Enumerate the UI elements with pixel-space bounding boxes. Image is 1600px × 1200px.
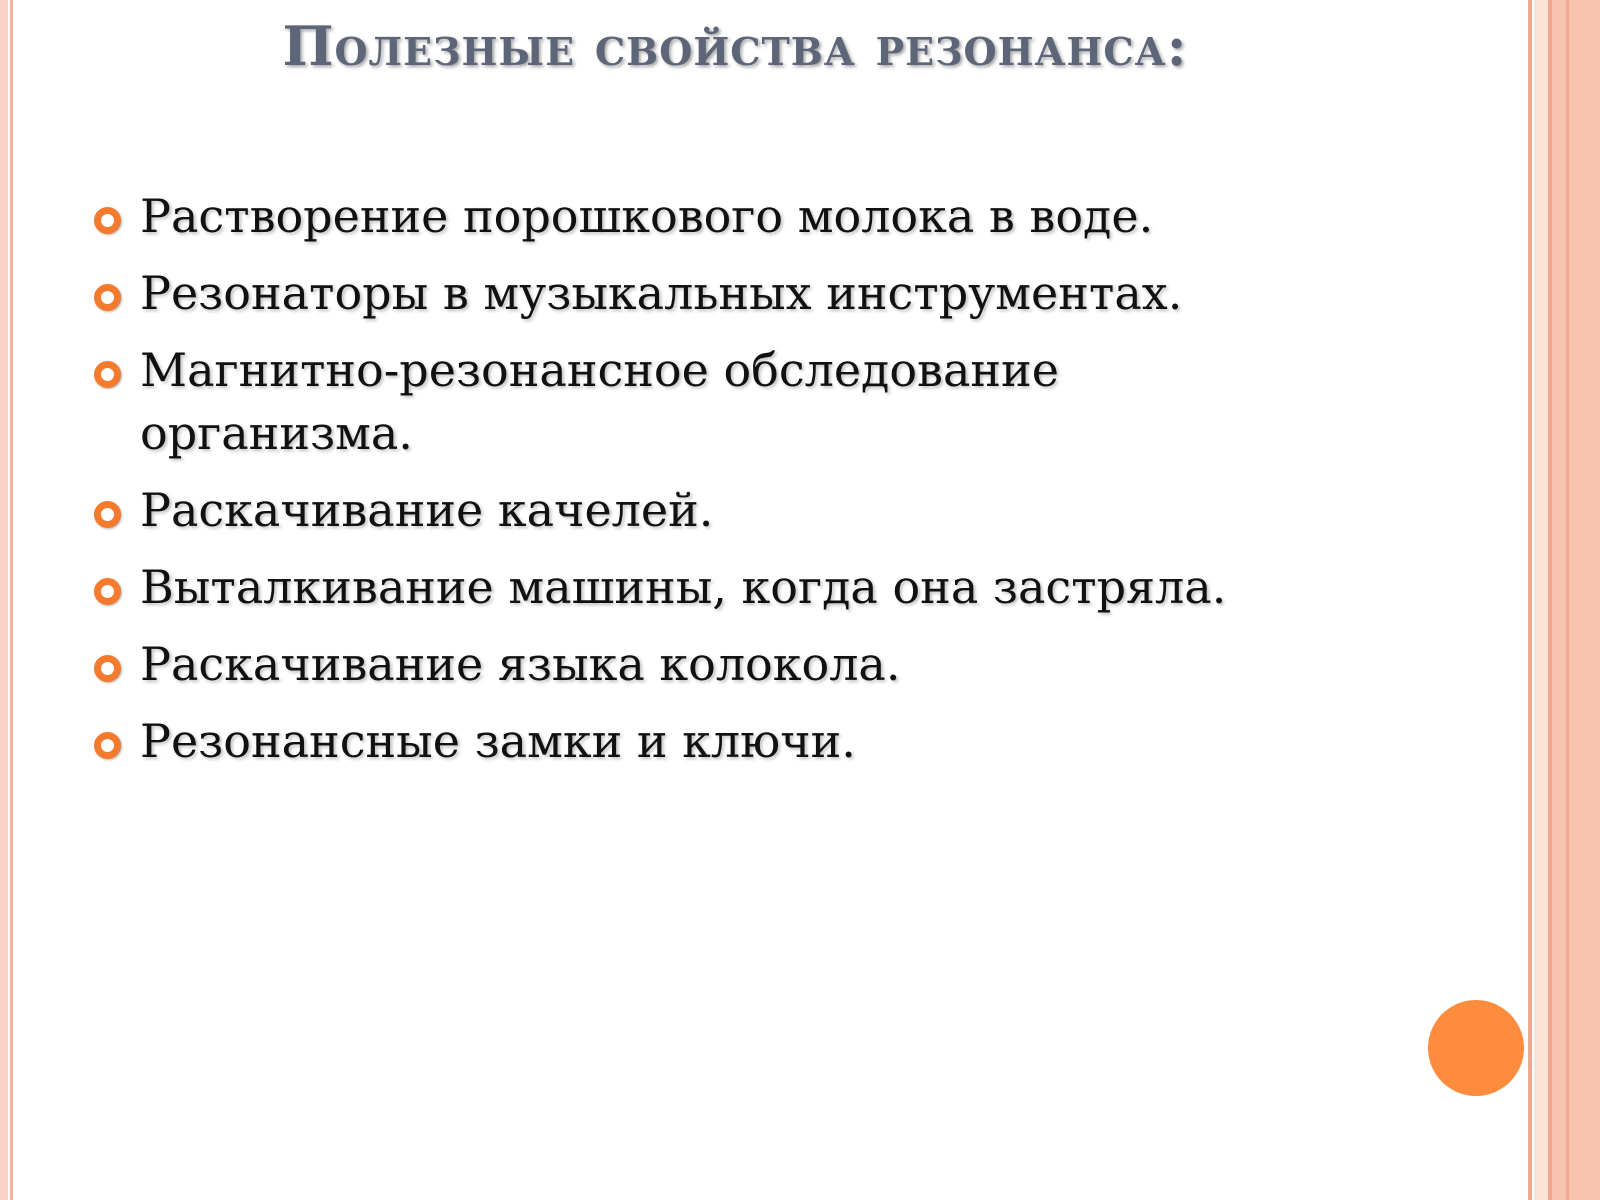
decorative-circle — [1428, 1000, 1524, 1096]
ring-bullet-icon — [94, 501, 121, 528]
right-border-band — [1534, 0, 1548, 1200]
right-border-band — [1552, 0, 1600, 1200]
bullet-item — [92, 710, 1472, 773]
bullet-item — [92, 556, 1472, 619]
bullet-item — [92, 633, 1472, 696]
ring-bullet-icon — [94, 207, 121, 234]
bullet-text: Выталкивание машины, когда она застряла. — [140, 560, 1227, 614]
bullet-text: Резонаторы в музыкальных инструментах. — [140, 266, 1183, 320]
left-border-line — [10, 0, 13, 1200]
bullet-text: Раскачивание качелей. — [140, 483, 714, 537]
ring-bullet-icon — [94, 732, 121, 759]
bullet-text: Резонансные замки и ключи. — [140, 714, 856, 768]
ring-bullet-icon — [94, 578, 121, 605]
bullet-list — [92, 185, 1472, 787]
bullet-text: Магнитно-резонансное обследование организма. — [140, 343, 1059, 460]
right-border-line — [1528, 0, 1532, 1200]
left-border-stripe — [0, 0, 8, 1200]
ring-bullet-icon — [94, 361, 121, 388]
ring-bullet-icon — [94, 655, 121, 682]
right-border-line — [1566, 0, 1569, 1200]
bullet-item — [92, 185, 1472, 248]
bullet-text: Раскачивание языка колокола. — [140, 637, 901, 691]
ring-bullet-icon — [94, 284, 121, 311]
bullet-text: Растворение порошкового молока в воде. — [140, 189, 1154, 243]
bullet-item — [92, 339, 1140, 465]
bullet-item — [92, 262, 1472, 325]
bullet-item — [92, 479, 1472, 542]
slide-title: Полезные свойства резонанса: — [282, 14, 1188, 78]
